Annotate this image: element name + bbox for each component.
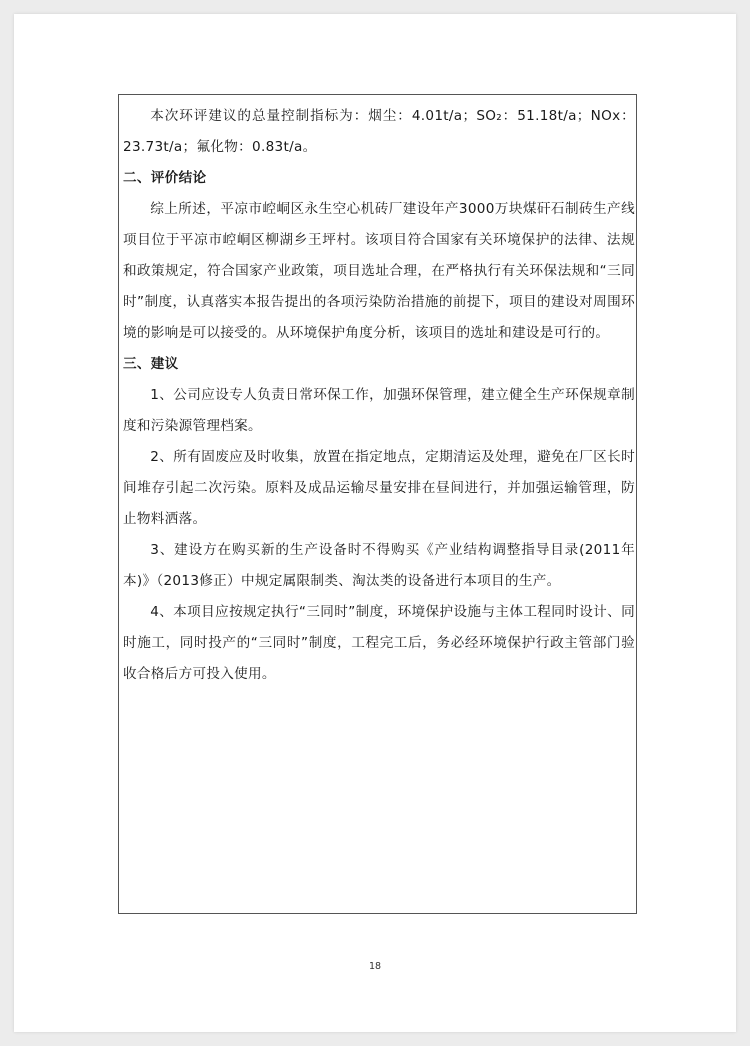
paragraph-suggestion-2: 2、所有固废应及时收集，放置在指定地点，定期清运及处理，避免在厂区长时间堆存引起二次污染。原料及成品运输尽量安排在昼间进行，并加强运输管理，防止物料洒落。 — [123, 449, 635, 527]
content-frame — [118, 94, 637, 914]
document-body — [123, 101, 635, 690]
paragraph-conclusion: 综上所述，平凉市崆峒区永生空心机砖厂建设年产3000万块煤矸石制砖生产线项目位于平凉市崆峒区柳湖乡王坪村。该项目符合国家有关环境保护的法律、法规和政策规定，符合国家产业政策，项目选址合理，在严格执行有关环保法规和“三同时”制度，认真落实本报告提出的各项污染防治措施的前提下，项目的建设对周围环境的影响是可以接受的。从环境保护角度分析，该项目的选址和建设是可行的。 — [123, 201, 635, 341]
paragraph-suggestion-3: 3、建设方在购买新的生产设备时不得购买《产业结构调整指导目录(2011年本)》（2013修正）中规定属限制类、淘汰类的设备进行本项目的生产。 — [123, 542, 635, 589]
paragraph-emission-targets: 本次环评建议的总量控制指标为：烟尘：4.01t/a；SO₂：51.18t/a；NOx：23.73t/a；氟化物：0.83t/a。 — [123, 108, 635, 155]
paragraph-suggestion-4: 4、本项目应按规定执行“三同时”制度，环境保护设施与主体工程同时设计、同时施工，同时投产的“三同时”制度，工程完工后，务必经环境保护行政主管部门验收合格后方可投入使用。 — [123, 604, 635, 682]
section-heading-suggestions: 三、建议 — [123, 356, 179, 372]
document-page — [14, 14, 736, 1032]
paragraph-suggestion-1: 1、公司应设专人负责日常环保工作，加强环保管理，建立健全生产环保规章制度和污染源管理档案。 — [123, 387, 635, 434]
section-heading-conclusion: 二、评价结论 — [123, 170, 207, 186]
page-number: 18 — [368, 961, 382, 972]
